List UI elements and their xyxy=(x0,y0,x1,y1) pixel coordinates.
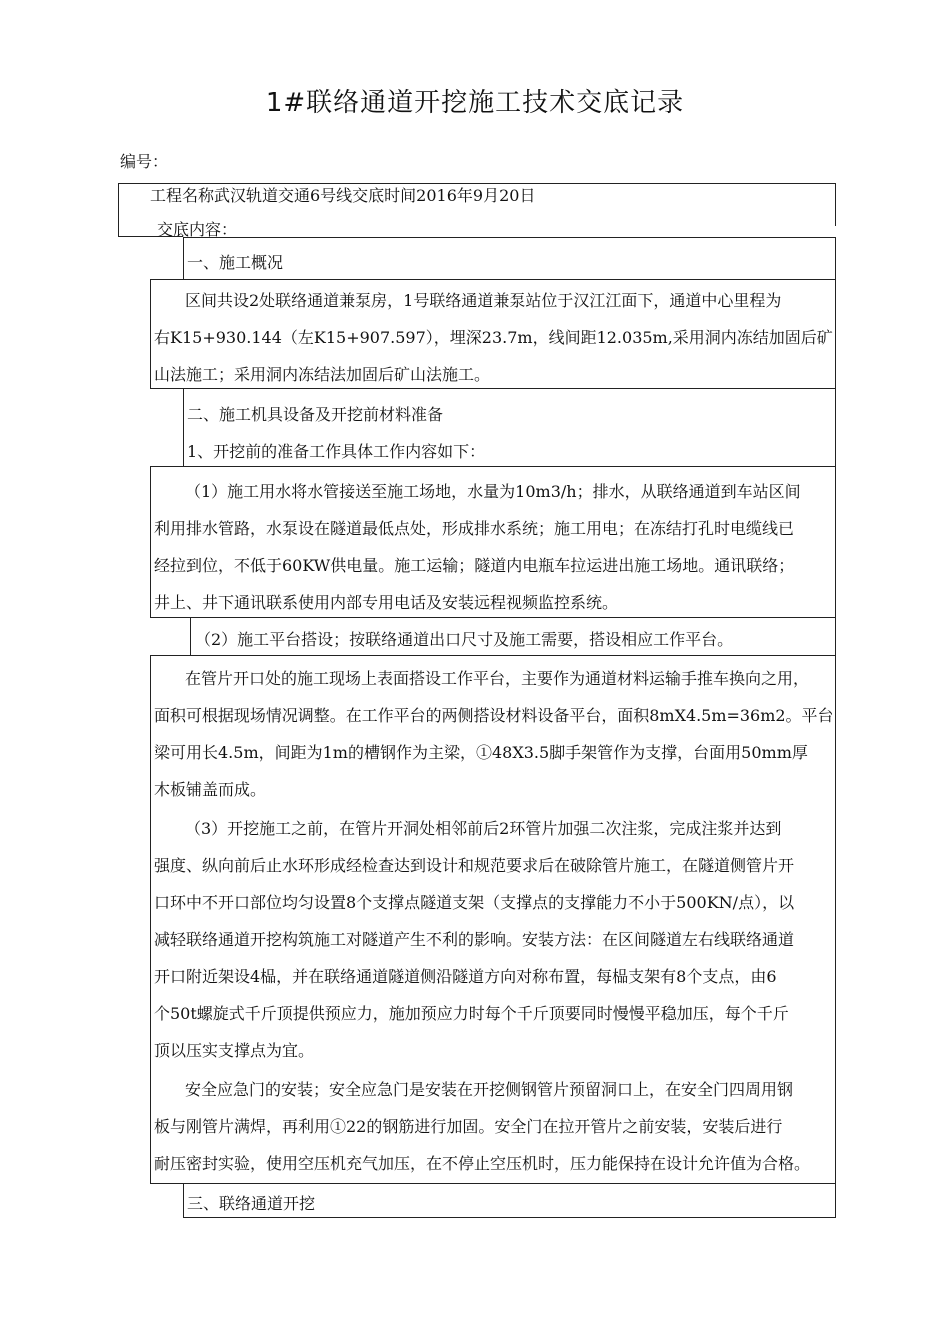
table-border xyxy=(150,388,836,389)
paragraph-line: 安全应急门的安装；安全应急门是安装在开挖侧钢管片预留洞口上，在安全门四周用钢 xyxy=(185,1080,794,1099)
paragraph-line: 开口附近架设4榀，并在联络通道隧道侧沿隧道方向对称布置，每榀支架有8个支点，由6 xyxy=(154,967,777,986)
paragraph-line: 在管片开口处的施工现场上表面搭设工作平台，主要作为通道材料运输手推车换向之用， xyxy=(185,669,810,688)
paragraph-line: 减轻联络通道开挖构筑施工对隧道产生不利的影响。安装方法：在区间隧道左右线联络通道 xyxy=(154,930,795,949)
paragraph-line: 山法施工；采用洞内冻结法加固后矿山法施工。 xyxy=(154,365,491,384)
paragraph-line: 耐压密封实验，使用空压机充气加压，在不停止空压机时，压力能保持在设计允许值为合格。 xyxy=(154,1154,811,1173)
table-border xyxy=(150,655,151,1183)
paragraph-line: 右K15+930.144（左K15+907.597），埋深23.7m，线间距12.035m,采用洞内冻结加固后矿 xyxy=(154,328,833,347)
table-border xyxy=(150,1183,836,1184)
paragraph-line: 利用排水管路，水泵设在隧道最低点处，形成排水系统；施工用电；在冻结打孔时电缆线已 xyxy=(154,519,795,538)
table-border xyxy=(835,617,836,655)
table-border xyxy=(183,237,836,238)
paragraph-line: 木板铺盖而成。 xyxy=(154,780,267,799)
paragraph-line: 顶以压实支撑点为宜。 xyxy=(154,1041,315,1060)
table-border xyxy=(190,617,191,655)
table-border xyxy=(835,183,836,226)
serial-number-label: 编号： xyxy=(120,152,169,171)
table-border xyxy=(183,388,184,466)
paragraph-line: 口环中不开口部位均匀设置8个支撑点隧道支架（支撑点的支撑能力不小于500KN/点），以 xyxy=(154,893,795,912)
table-border xyxy=(150,279,836,280)
paragraph-line: 板与刚管片满焊，再利用①22的钢筋进行加固。安全门在拉开管片之前安装，安装后进行 xyxy=(154,1117,783,1136)
paragraph-line: 强度、纵向前后止水环形成经检查达到设计和规范要求后在破除管片施工，在隧道侧管片开 xyxy=(154,856,795,875)
paragraph-line: （2）施工平台搭设；按联络通道出口尺寸及施工需要，搭设相应工作平台。 xyxy=(195,630,734,649)
table-border xyxy=(835,655,836,1183)
section-heading: 三、联络通道开挖 xyxy=(187,1194,316,1213)
paragraph-line: 面积可根据现场情况调整。在工作平台的两侧搭设材料设备平台，面积8mX4.5m=36m2。平台 xyxy=(154,706,834,725)
table-border xyxy=(835,466,836,617)
table-border xyxy=(150,617,836,618)
table-border xyxy=(183,1217,836,1218)
project-info-row: 工程名称武汉轨道交通6号线交底时间2016年9月20日 xyxy=(150,186,536,205)
section-heading: 一、施工概况 xyxy=(187,253,284,272)
table-border xyxy=(150,466,151,617)
table-border xyxy=(150,466,836,467)
paragraph-line: 经拉到位，不低于60KW供电量。施工运输；隧道内电瓶车拉运进出施工场地。通讯联络； xyxy=(154,556,795,575)
table-border xyxy=(150,655,836,656)
table-border xyxy=(150,279,151,388)
paragraph-line: （1）施工用水将水管接送至施工场地，水量为10m3/h；排水，从联络通道到车站区间 xyxy=(185,482,801,501)
document-title: 1#联络通道开挖施工技术交底记录 xyxy=(265,88,685,118)
table-border xyxy=(835,388,836,466)
subsection-heading: 1、开挖前的准备工作具体工作内容如下： xyxy=(187,442,486,461)
paragraph-line: （3）开挖施工之前，在管片开洞处相邻前后2环管片加强二次注浆，完成注浆并达到 xyxy=(185,819,782,838)
table-border xyxy=(835,279,836,388)
table-border xyxy=(183,237,184,279)
table-border xyxy=(183,1183,184,1218)
table-border xyxy=(118,183,836,184)
table-border xyxy=(118,183,119,236)
table-border xyxy=(835,237,836,279)
paragraph-line: 井上、井下通讯联系使用内部专用电话及安装远程视频监控系统。 xyxy=(154,593,619,612)
content-label: 交底内容： xyxy=(157,220,238,239)
paragraph-line: 个50t螺旋式千斤顶提供预应力，施加预应力时每个千斤顶要同时慢慢平稳加压，每个千斤 xyxy=(154,1004,789,1023)
section-heading: 二、施工机具设备及开挖前材料准备 xyxy=(187,405,444,424)
paragraph-line: 梁可用长4.5m，间距为1m的槽钢作为主梁，①48X3.5脚手架管作为支撑，台面用50mm厚 xyxy=(154,743,808,762)
paragraph-line: 区间共设2处联络通道兼泵房，1号联络通道兼泵站位于汉江江面下，通道中心里程为 xyxy=(185,291,782,310)
table-border xyxy=(835,1183,836,1218)
